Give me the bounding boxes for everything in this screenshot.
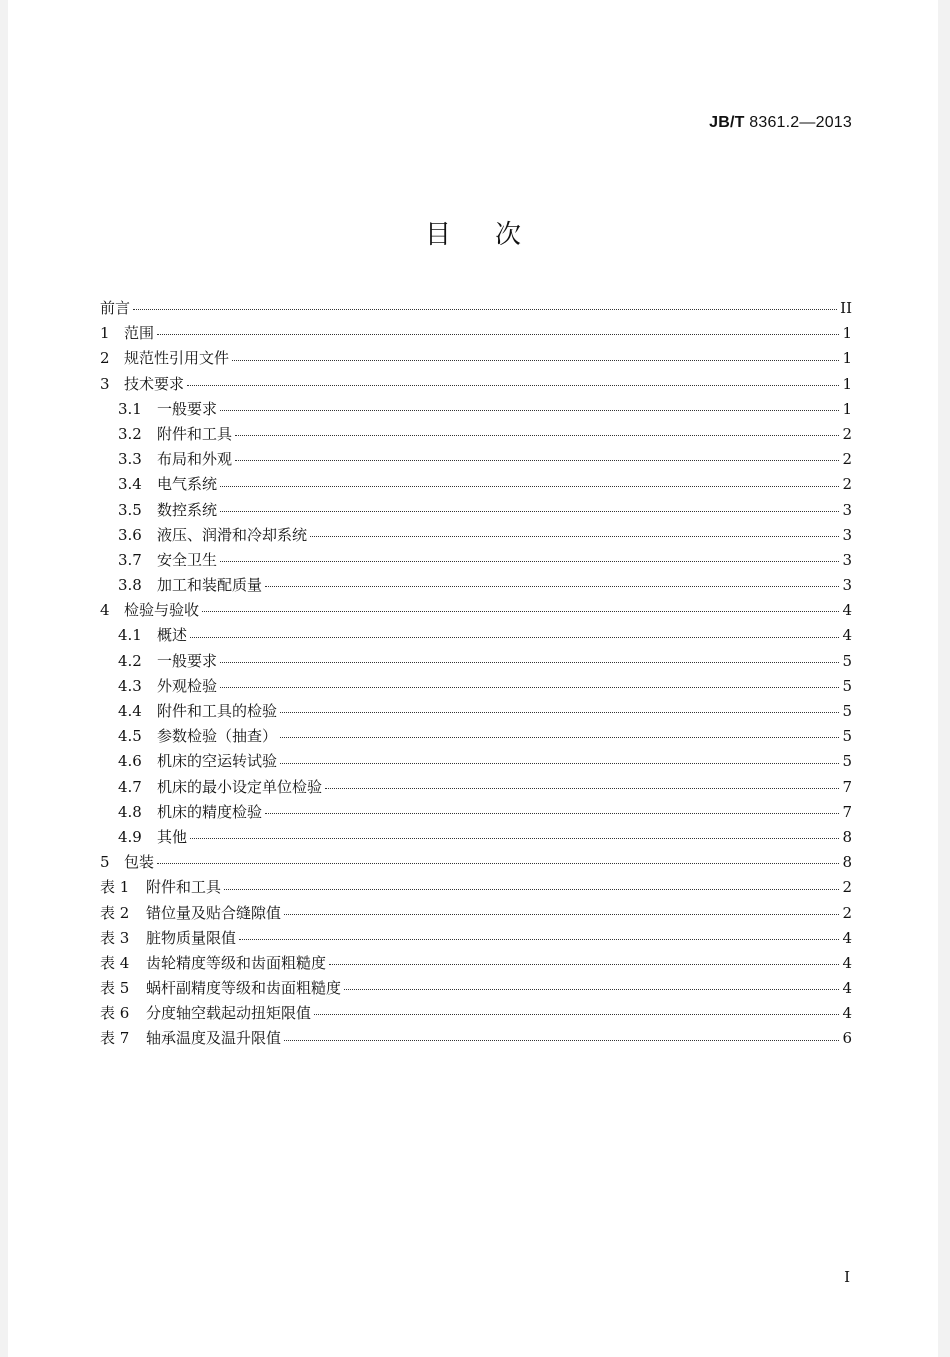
toc-entry-number: 3.1	[118, 399, 142, 418]
toc-entry[interactable]	[100, 523, 852, 548]
toc-entry-number: 4	[100, 601, 110, 620]
toc-entry[interactable]	[100, 699, 852, 724]
standard-number	[709, 114, 852, 132]
toc-entry-label: 机床的最小设定单位检验	[157, 777, 323, 796]
toc-entry-page: 1	[842, 349, 852, 368]
toc-entry[interactable]	[100, 926, 852, 951]
toc-entry-label: 其他	[157, 827, 188, 846]
toc-entry-label: 错位量及贴合缝隙值	[146, 903, 282, 922]
standard-prefix: JB/T	[709, 114, 745, 131]
dot-leader	[224, 888, 839, 890]
toc-entry-page: 3	[842, 500, 852, 519]
toc-entry-page: 5	[842, 702, 852, 720]
toc-entry[interactable]	[100, 976, 852, 1001]
dot-leader	[220, 409, 839, 411]
toc-entry-page: 2	[842, 450, 852, 469]
toc-entry-page: 1	[842, 374, 852, 393]
toc-entry-number: 4.6	[118, 752, 142, 771]
dot-leader	[133, 308, 837, 310]
toc-entry-number: 1	[100, 324, 110, 343]
toc-entry-number: 表 5	[100, 979, 130, 998]
toc-entry-page: 6	[842, 1029, 852, 1048]
toc-entry-page: 2	[842, 475, 852, 494]
toc-entry-label: 布局和外观	[157, 450, 233, 469]
toc-entry-number: 3.3	[118, 450, 142, 469]
dot-leader	[329, 963, 839, 965]
dot-leader	[310, 535, 839, 537]
page-number: I	[844, 1268, 850, 1286]
dot-leader	[280, 736, 839, 738]
toc-entry-label: 一般要求	[157, 651, 218, 670]
toc-entry-label: 检验与验收	[124, 601, 200, 620]
toc-entry-number: 3.2	[118, 424, 142, 443]
dot-leader	[220, 661, 839, 663]
toc-entry-label: 机床的精度检验	[157, 802, 263, 821]
toc-entry-page: 2	[842, 903, 852, 922]
toc-entry-label: 附件和工具	[157, 424, 233, 443]
toc-entry-label: 蜗杆副精度等级和齿面粗糙度	[146, 979, 342, 998]
toc-entry-label: 机床的空运转试验	[157, 752, 278, 771]
standard-code: 8361.2—2013	[749, 114, 852, 131]
toc-entry[interactable]	[100, 800, 852, 825]
dot-leader	[157, 862, 839, 864]
toc-entry-label: 技术要求	[124, 374, 185, 393]
toc-entry[interactable]	[100, 951, 852, 976]
toc-entry-number: 表 4	[100, 953, 130, 972]
toc-entry[interactable]	[100, 724, 852, 749]
dot-leader	[235, 459, 839, 461]
toc-entry-number: 4.7	[118, 777, 142, 796]
toc-entry-page: 5	[842, 651, 852, 670]
toc-entry-label: 数控系统	[157, 500, 218, 519]
toc-entry[interactable]	[100, 649, 852, 674]
toc-entry-page: II	[840, 299, 852, 317]
document-page	[8, 0, 938, 1357]
dot-leader	[344, 988, 839, 990]
dot-leader	[235, 434, 839, 436]
dot-leader	[187, 384, 839, 386]
toc-entry[interactable]	[100, 397, 852, 422]
toc-entry-number: 表 7	[100, 1029, 130, 1048]
toc-entry[interactable]	[100, 296, 852, 321]
toc-entry-label: 电气系统	[157, 475, 218, 494]
toc-entry-page: 3	[842, 525, 852, 544]
toc-entry-page: 3	[842, 550, 852, 569]
dot-leader	[314, 1013, 839, 1015]
toc-entry-page: 7	[842, 802, 852, 821]
toc-entry-number: 2	[100, 349, 110, 368]
toc-entry-number: 4.1	[118, 626, 142, 645]
toc-entry-number: 表 3	[100, 928, 130, 947]
toc-entry-page: 7	[842, 777, 852, 796]
toc-entry[interactable]	[100, 850, 852, 875]
toc-entry-number: 表 1	[100, 878, 130, 897]
toc-entry-number: 3.6	[118, 525, 142, 544]
dot-leader	[220, 686, 839, 688]
toc-entry[interactable]	[100, 321, 852, 346]
toc-entry-label: 概述	[157, 626, 188, 645]
toc-entry[interactable]	[100, 598, 852, 623]
toc-entry-page: 4	[842, 626, 852, 645]
dot-leader	[220, 560, 839, 562]
toc-entry[interactable]	[100, 825, 852, 850]
toc-entry-label: 分度轴空载起动扭矩限值	[146, 1004, 312, 1023]
toc-entry-page: 2	[842, 878, 852, 897]
dot-leader	[284, 1039, 839, 1041]
toc-entry-page: 4	[842, 928, 852, 947]
dot-leader	[265, 585, 839, 587]
toc-entry-page: 1	[842, 324, 852, 343]
dot-leader	[202, 610, 839, 612]
toc-entry-page: 3	[842, 576, 852, 595]
dot-leader	[239, 938, 839, 940]
toc-entry-page: 2	[842, 424, 852, 443]
toc-entry-number: 3.7	[118, 550, 142, 569]
toc-entry-page: 8	[842, 827, 852, 846]
toc-entry-label: 包装	[124, 853, 155, 872]
toc-entry[interactable]	[100, 901, 852, 926]
toc-entry-label: 安全卫生	[157, 550, 218, 569]
dot-leader	[280, 711, 839, 713]
toc-entry-number: 5	[100, 853, 110, 872]
toc-entry[interactable]	[100, 498, 852, 523]
toc-entry-page: 5	[842, 676, 852, 695]
toc-entry-number: 4.4	[118, 702, 142, 720]
toc-entry-page: 1	[842, 399, 852, 418]
toc-entry-number: 4.3	[118, 676, 142, 695]
toc-entry-number: 3	[100, 374, 110, 393]
toc-entry-label: 附件和工具	[146, 878, 222, 897]
toc-entry-page: 4	[842, 979, 852, 998]
toc-entry-label: 范围	[124, 324, 155, 343]
toc-entry-page: 8	[842, 853, 852, 872]
toc-entry-number: 3.8	[118, 576, 142, 595]
toc-entry-number: 4.5	[118, 727, 142, 746]
dot-leader	[265, 812, 839, 814]
toc-entry[interactable]	[100, 875, 852, 900]
dot-leader	[232, 359, 839, 361]
toc-entry[interactable]	[100, 775, 852, 800]
dot-leader	[220, 510, 839, 512]
toc-entry-page: 5	[842, 752, 852, 771]
toc-entry[interactable]	[100, 573, 852, 598]
toc-entry-page: 5	[842, 727, 852, 746]
toc-entry[interactable]	[100, 548, 852, 573]
toc-entry[interactable]	[100, 422, 852, 447]
toc-entry-number: 4.8	[118, 802, 142, 821]
toc-entry[interactable]	[100, 372, 852, 397]
dot-leader	[284, 913, 839, 915]
table-of-contents	[100, 296, 852, 1052]
toc-entry-page: 4	[842, 953, 852, 972]
toc-entry-page: 4	[842, 601, 852, 620]
page-title: 目次	[424, 220, 565, 250]
toc-entry-number: 4.9	[118, 827, 142, 846]
dot-leader	[190, 837, 839, 839]
toc-entry-label: 一般要求	[157, 399, 218, 418]
toc-entry-number: 表 2	[100, 903, 130, 922]
toc-entry-label: 液压、润滑和冷却系统	[157, 525, 308, 544]
toc-entry[interactable]	[100, 346, 852, 371]
toc-entry-label: 脏物质量限值	[146, 928, 237, 947]
toc-entry-number: 3.4	[118, 475, 142, 494]
toc-entry-label: 参数检验（抽查）	[157, 727, 278, 746]
toc-entry-number: 3.5	[118, 500, 142, 519]
toc-entry-page: 4	[842, 1004, 852, 1023]
dot-leader	[220, 485, 839, 487]
dot-leader	[325, 787, 839, 789]
toc-entry-label: 外观检验	[157, 676, 218, 695]
toc-entry[interactable]	[100, 623, 852, 648]
toc-entry-number: 4.2	[118, 651, 142, 670]
toc-entry-label: 规范性引用文件	[124, 349, 230, 368]
toc-entry[interactable]	[100, 674, 852, 699]
toc-entry-number: 表 6	[100, 1004, 130, 1023]
toc-entry[interactable]	[100, 749, 852, 774]
toc-entry-label: 附件和工具的检验	[157, 702, 278, 720]
toc-entry-label: 齿轮精度等级和齿面粗糙度	[146, 953, 327, 972]
toc-entry[interactable]	[100, 1001, 852, 1026]
toc-entry[interactable]	[100, 447, 852, 472]
dot-leader	[190, 636, 839, 638]
toc-entry-label: 轴承温度及温升限值	[146, 1029, 282, 1048]
toc-entry[interactable]	[100, 472, 852, 497]
toc-entry[interactable]	[100, 1026, 852, 1051]
dot-leader	[280, 762, 839, 764]
toc-entry-label: 前言	[100, 299, 131, 317]
dot-leader	[157, 333, 839, 335]
toc-entry-label: 加工和装配质量	[157, 576, 263, 595]
